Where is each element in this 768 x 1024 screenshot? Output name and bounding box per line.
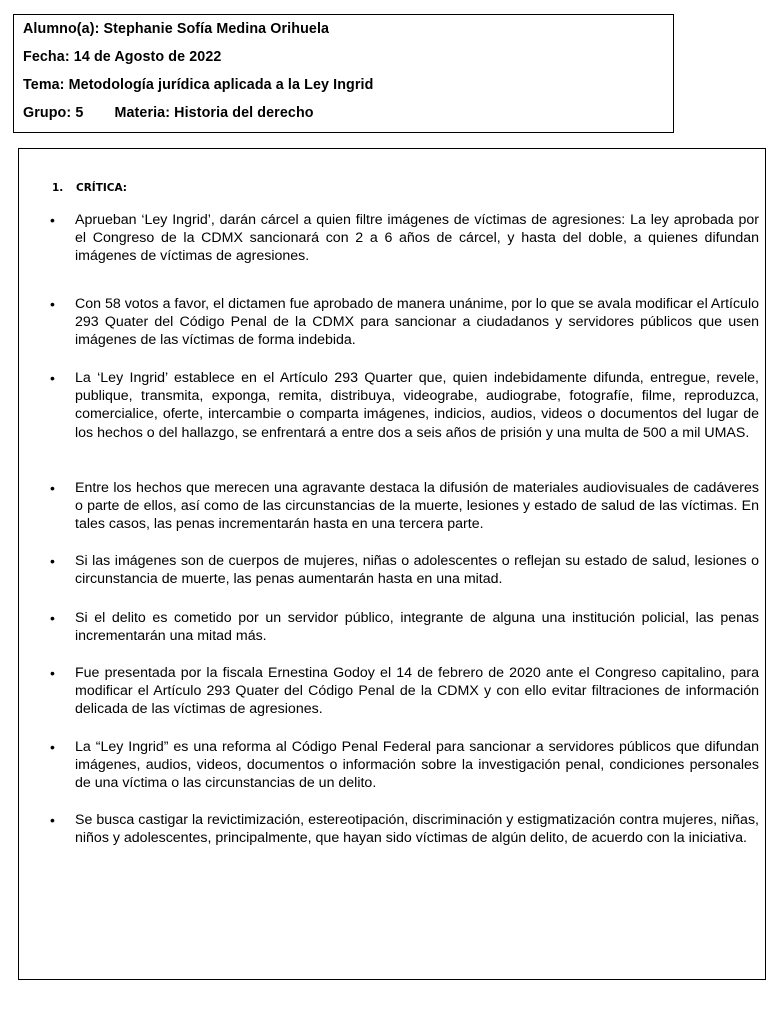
- subject-value: Historia del derecho: [174, 105, 314, 121]
- list-item-text: Si el delito es cometido por un servidor público, integrante de alguna una institución policial, las penas incrementarán una mitad más.: [75, 610, 759, 645]
- student-line: [23, 21, 329, 37]
- group-label: Grupo:: [23, 105, 72, 121]
- group-value: 5: [75, 105, 84, 121]
- subject-label: Materia:: [114, 105, 171, 121]
- bullet-icon: •: [50, 212, 55, 228]
- list-item-text: Si las imágenes son de cuerpos de mujeres, niñas o adolescentes o reflejan su estado de salud, lesiones o circunstancia de muerte, las penas aumentarán hasta en una mitad.: [75, 553, 759, 588]
- list-item-text: Aprueban ‘Ley Ingrid’, darán cárcel a quien filtre imágenes de víctimas de agresiones: La ley aprobada por el Congreso de la CDMX sancionará con 2 a 6 años de cárcel, y hasta del doble, a quienes difundan imágenes de víctimas de agresiones.: [75, 212, 759, 265]
- content-box: [18, 148, 766, 980]
- bullet-icon: •: [50, 665, 55, 681]
- header-info-box: [13, 14, 674, 133]
- group-subject-line: [23, 105, 314, 121]
- bullet-icon: •: [50, 739, 55, 755]
- bullet-icon: •: [50, 296, 55, 312]
- section-heading: [52, 182, 127, 194]
- bullet-icon: •: [50, 610, 55, 626]
- topic-line: [23, 77, 373, 93]
- date-line: [23, 49, 221, 65]
- list-item-text: Se busca castigar la revictimización, estereotipación, discriminación y estigmatización contra mujeres, niñas, niños y adolescentes, principalmente, que hayan sido víctimas de algún delito, de acuerdo con la iniciativa.: [75, 812, 759, 847]
- bullet-icon: •: [50, 812, 55, 828]
- student-label: Alumno(a):: [23, 21, 100, 37]
- list-item-text: La “Ley Ingrid” es una reforma al Código Penal Federal para sancionar a servidores públicos que difundan imágenes, audios, videos, documentos o información sobre la investigación penal, condiciones personales de una víctima o las circunstancias de un delito.: [75, 739, 759, 792]
- section-title: CRÍTICA:: [76, 182, 127, 194]
- bullet-icon: •: [50, 480, 55, 496]
- student-name: Stephanie Sofía Medina Orihuela: [103, 21, 330, 37]
- list-item-text: La ‘Ley Ingrid’ establece en el Artículo 293 Quarter que, quien indebidamente difunda, entregue, revele, publique, transmita, exponga, remita, distribuya, videograbe, audiograbe, fotografíe, filme, reproduzca, comercialice, oferte, intercambie o comparta imágenes, indicios, audios, videos o documentos del lugar de los hechos o del hallazgo, se enfrentará a entre dos a seis años de prisión y una multa de 500 a mil UMAS.: [75, 370, 759, 441]
- bullet-icon: •: [50, 553, 55, 569]
- topic-label: Tema:: [23, 77, 65, 93]
- section-number: 1.: [52, 182, 64, 194]
- date-label: Fecha:: [23, 49, 70, 65]
- list-item-text: Fue presentada por la fiscala Ernestina Godoy el 14 de febrero de 2020 ante el Congreso capitalino, para modificar el Artículo 293 Quater del Código Penal de la CDMX y con ello evitar filtraciones de información delicada de las víctimas de agresiones.: [75, 665, 759, 718]
- topic-value: Metodología jurídica aplicada a la Ley Ingrid: [68, 77, 374, 93]
- bullet-icon: •: [50, 370, 55, 386]
- date-value: 14 de Agosto de 2022: [73, 49, 222, 65]
- list-item-text: Con 58 votos a favor, el dictamen fue aprobado de manera unánime, por lo que se avala modificar el Artículo 293 Quater del Código Penal de la CDMX para sancionar a ciudadanos y servidores públicos que usen imágenes de las víctimas de forma indebida.: [75, 296, 759, 349]
- subject-block: [114, 105, 313, 121]
- list-item-text: Entre los hechos que merecen una agravante destaca la difusión de materiales audiovisuales de cadáveres o parte de ellos, así como de las circunstancias de la muerte, lesiones y estado de salud de las víctimas. En tales casos, las penas incrementarán hasta en una tercera parte.: [75, 480, 759, 533]
